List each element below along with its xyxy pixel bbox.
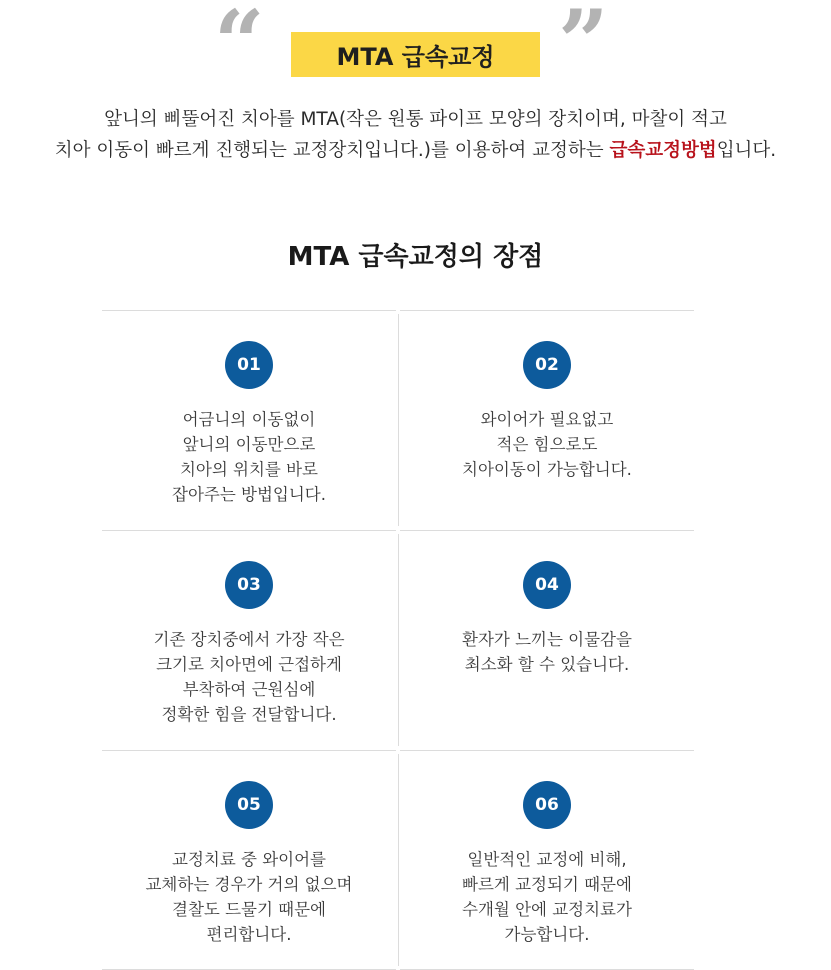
advantage-card (102, 310, 396, 530)
advantage-line: 앞니의 이동만으로 (182, 435, 316, 454)
vertical-divider (398, 314, 399, 526)
close-quote-icon: ” (558, 0, 609, 94)
divider (102, 310, 396, 311)
advantage-line: 환자가 느끼는 이물감을 (462, 630, 632, 649)
advantage-line: 잡아주는 방법입니다. (172, 485, 326, 504)
advantage-card (400, 750, 694, 970)
advantage-line: 크기로 치아면에 근접하게 (156, 655, 342, 674)
advantage-line: 교체하는 경우가 거의 없으며 (145, 875, 353, 894)
advantage-line: 적은 힘으로도 (496, 435, 598, 454)
vertical-divider (398, 754, 399, 966)
intro-text (0, 104, 831, 166)
advantage-line: 일반적인 교정에 비해, (467, 850, 627, 869)
open-quote-icon: “ (214, 0, 265, 94)
advantage-line: 와이어가 필요없고 (480, 410, 614, 429)
advantage-card (102, 530, 396, 750)
intro-line-2-pre: 치아 이동이 빠르게 진행되는 교정장치입니다.)를 이용하여 교정하는 (54, 140, 610, 161)
intro-highlight: 급속교정방법 (609, 140, 717, 161)
number-badge: 01 (225, 341, 273, 389)
number-badge: 06 (523, 781, 571, 829)
advantage-line: 최소화 할 수 있습니다. (464, 655, 630, 674)
advantage-line: 어금니의 이동없이 (182, 410, 316, 429)
advantages-title: MTA 급속교정의 장점 (287, 242, 544, 272)
advantage-line: 기존 장치중에서 가장 작은 (153, 630, 345, 649)
intro-line-2-post: 입니다. (716, 140, 777, 161)
advantage-text (102, 627, 396, 727)
advantage-line: 교정치료 중 와이어를 (172, 850, 326, 869)
number-badge: 02 (523, 341, 571, 389)
advantage-text (400, 407, 694, 482)
divider (400, 750, 694, 751)
intro-line-2 (0, 135, 831, 166)
advantage-line: 정확한 힘을 전달합니다. (161, 705, 337, 724)
advantage-card (400, 530, 694, 750)
advantage-text (102, 407, 396, 507)
advantage-line: 부착하여 근원심에 (182, 680, 316, 699)
divider (400, 310, 694, 311)
divider (400, 530, 694, 531)
advantage-text (400, 627, 694, 677)
number-badge: 04 (523, 561, 571, 609)
advantage-line: 치아이동이 가능합니다. (462, 460, 632, 479)
advantage-text (102, 847, 396, 947)
number-badge: 03 (225, 561, 273, 609)
page-title: MTA 급속교정 (291, 32, 540, 77)
intro-line-1: 앞니의 삐뚤어진 치아를 MTA(작은 원통 파이프 모양의 장치이며, 마찰이 적고 (104, 109, 727, 130)
divider (102, 530, 396, 531)
number-badge: 05 (225, 781, 273, 829)
advantage-line: 치아의 위치를 바로 (179, 460, 318, 479)
advantage-line: 편리합니다. (206, 925, 292, 944)
advantage-line: 빠르게 교정되기 때문에 (462, 875, 632, 894)
divider (102, 750, 396, 751)
advantage-text (400, 847, 694, 947)
advantage-card (400, 310, 694, 530)
advantage-line: 수개월 안에 교정치료가 (462, 900, 632, 919)
vertical-divider (398, 534, 399, 746)
advantage-card (102, 750, 396, 970)
advantage-line: 가능합니다. (504, 925, 590, 944)
advantages-grid (102, 310, 694, 970)
advantage-line: 결찰도 드물기 때문에 (172, 900, 326, 919)
